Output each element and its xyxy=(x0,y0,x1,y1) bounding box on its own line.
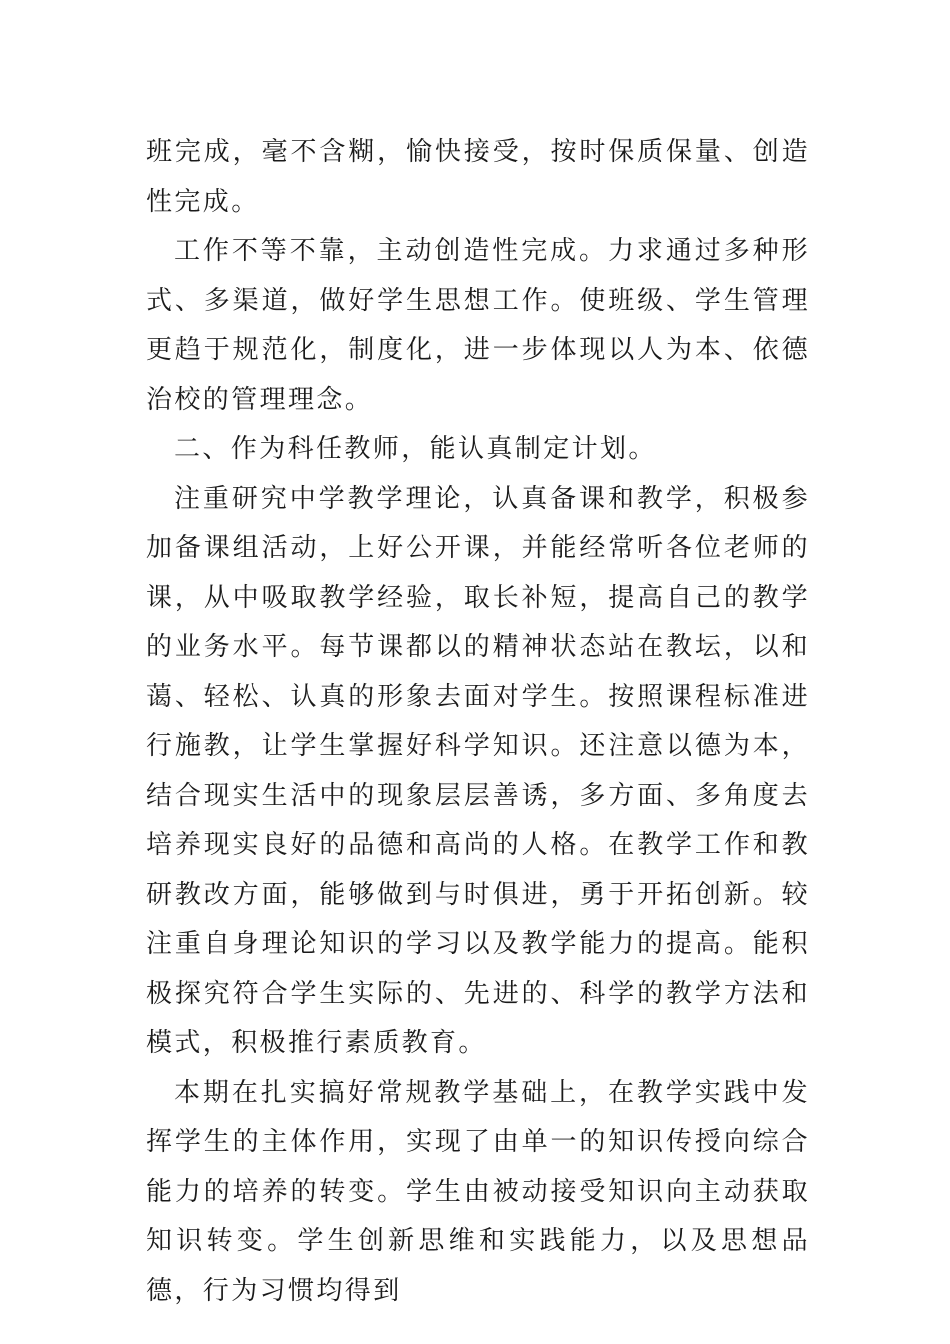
section-heading-2: 二、作为科任教师，能认真制定计划。 xyxy=(174,434,657,464)
paragraph-4: 本期在扎实搞好常规教学基础上，在教学实践中发挥学生的主体作用，实现了由单一的知识传授向综合能力的培养的转变。学生由被动接受知识向主动获取知识转变。学生创新思维和实践能力，以及思想品德，行为习惯均得到 xyxy=(146,1077,810,1306)
paragraph-2: 工作不等不靠，主动创造性完成。力求通过多种形式、多渠道，做好学生思想工作。使班级、学生管理更趋于规范化，制度化，进一步体现以人为本、依德治校的管理理念。 xyxy=(146,236,810,415)
paragraph-1: 班完成，毫不含糊，愉快接受，按时保质保量、创造性完成。 xyxy=(146,137,810,217)
paragraph-3: 注重研究中学教学理论，认真备课和教学，积极参加备课组活动，上好公开课，并能经常听各位老师的课，从中吸取教学经验，取长补短，提高自己的教学的业务水平。每节课都以的精神状态站在教坛，以和蔼、轻松、认真的形象去面对学生。按照课程标准进行施教，让学生掌握好科学知识。还注意以德为本，结合现实生活中的现象层层善诱，多方面、多角度去培养现实良好的品德和高尚的人格。在教学工作和教研教改方面，能够做到与时俱进，勇于开拓创新。较注重自身理论知识的学习以及教学能力的提高。能积极探究符合学生实际的、先进的、科学的教学方法和模式，积极推行素质教育。 xyxy=(146,483,810,1058)
document-body xyxy=(146,128,810,1316)
